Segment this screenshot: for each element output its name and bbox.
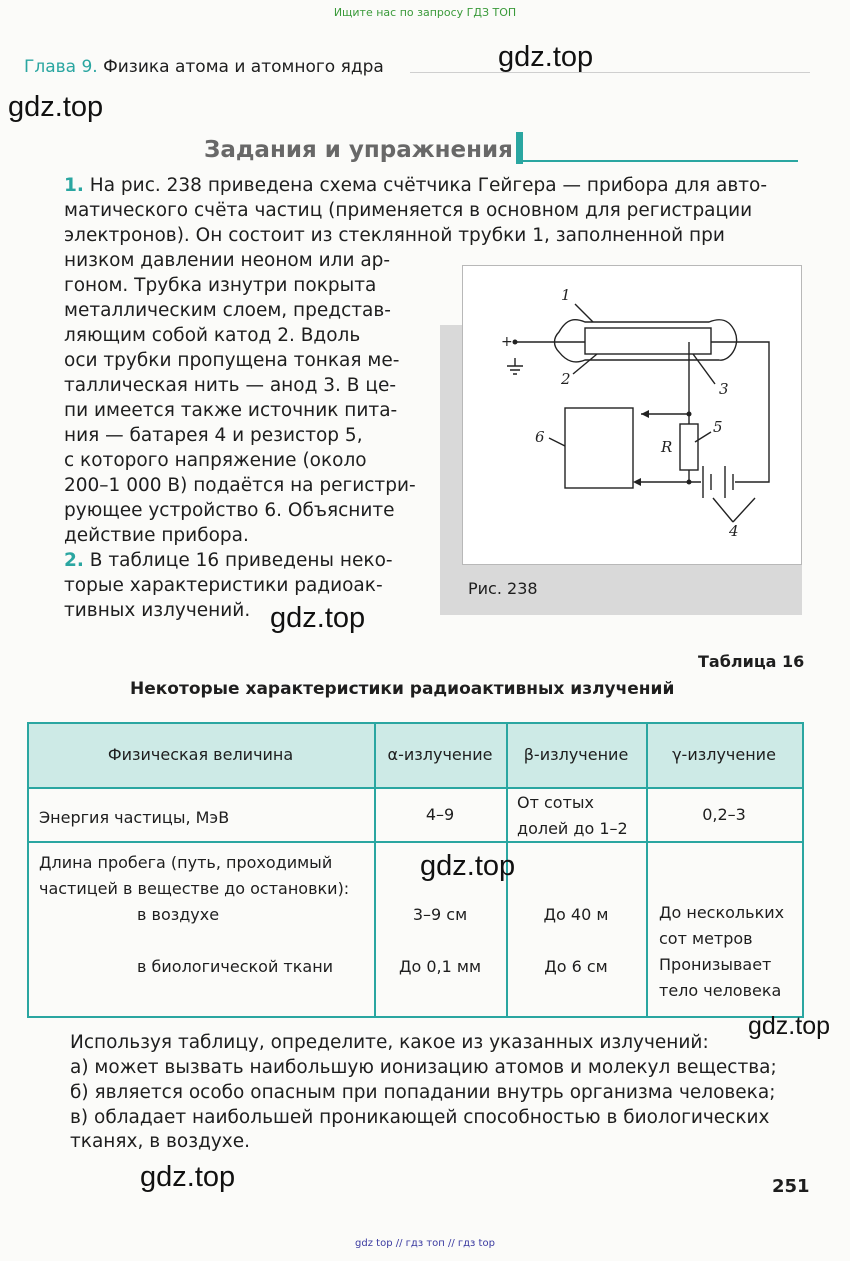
task-number: 2. <box>64 550 84 571</box>
recording-device <box>565 408 633 488</box>
task-line <box>64 548 393 574</box>
junction <box>687 412 692 417</box>
radiation-table <box>27 722 804 1018</box>
geiger-circuit-diagram <box>463 266 801 564</box>
label-6: 6 <box>535 428 545 446</box>
table-border <box>27 1016 804 1018</box>
chapter-title: Физика атома и атомного ядра <box>103 57 384 77</box>
table-cell: Пронизывает <box>659 955 772 974</box>
table-cell: долей до 1–2 <box>517 819 628 838</box>
table-cell: тело человека <box>659 981 782 1000</box>
table-cell: 4–9 <box>425 805 455 824</box>
figure-caption: Рис. 238 <box>468 579 538 598</box>
top-banner-note: Ищите нас по запросу ГДЗ ТОП <box>333 6 517 19</box>
table-cell: в биологической ткани <box>137 957 334 976</box>
task-text: На рис. 238 приведена схема счётчика Гейгера — прибора для авто- <box>89 175 768 196</box>
table-border <box>27 722 804 724</box>
leader-4 <box>713 498 755 522</box>
leader-3 <box>693 354 715 384</box>
table-cell: От сотых <box>517 793 595 812</box>
table-cell: в воздухе <box>137 905 220 924</box>
bottom-banner-note: gdz top // гдз топ // гдз top <box>355 1238 495 1249</box>
table-cell: Длина пробега (путь, проходимый <box>39 853 333 872</box>
page-number: 251 <box>772 1176 810 1197</box>
header-cell: γ-излучение <box>672 745 776 764</box>
label-5: 5 <box>713 418 723 436</box>
table-cell: До нескольких <box>659 903 785 922</box>
table-cell: 0,2–3 <box>702 805 746 824</box>
question-a: а) может вызвать наибольшую ионизацию атомов и молекул вещества; <box>70 1057 777 1078</box>
task-line: гоном. Трубка изнутри покрыта <box>64 275 377 296</box>
task-line <box>64 173 767 199</box>
table-title: Некоторые характеристики радиоактивных излучений <box>130 679 675 699</box>
table-cell: сот метров <box>659 929 753 948</box>
table-label: Таблица 16 <box>698 652 805 671</box>
geiger-counter-figure <box>462 265 802 565</box>
label-3: 3 <box>719 380 729 398</box>
task-line: электронов). Он состоит из стеклянной трубки 1, заполненной при <box>64 225 725 246</box>
task-line: ляющим собой катод 2. Вдоль <box>64 325 361 346</box>
table-cell: До 0,1 мм <box>398 957 482 976</box>
resistor <box>680 424 698 470</box>
task-line: 200–1 000 В) подаётся на регистри- <box>64 475 416 496</box>
label-r: R <box>661 438 673 456</box>
chapter-header <box>24 57 384 77</box>
section-title-underline <box>523 160 798 162</box>
task-text: В таблице 16 приведены неко- <box>89 550 393 571</box>
battery <box>703 466 733 498</box>
label-plus: + <box>501 334 513 350</box>
question-b: б) является особо опасным при попадании внутрь организма человека; <box>70 1082 776 1103</box>
task-line: низком давлении неоном или ар- <box>64 250 391 271</box>
question-c: в) обладает наибольшей проникающей способностью в биологических <box>70 1107 770 1128</box>
leader-6 <box>549 438 565 446</box>
arrow-head <box>641 410 649 418</box>
header-cell: α-излучение <box>387 745 493 764</box>
arrow-head <box>633 478 641 486</box>
table-border <box>27 841 804 843</box>
table-cell: До 6 см <box>544 957 608 976</box>
chapter-number: Глава 9. <box>24 57 98 77</box>
watermark: gdz.top <box>498 41 594 73</box>
glass-tube <box>555 320 737 362</box>
task-line: действие прибора. <box>64 525 249 546</box>
task-line: таллическая нить — анод 3. В це- <box>64 375 397 396</box>
question-intro: Используя таблицу, определите, какое из указанных излучений: <box>70 1032 709 1053</box>
junction <box>687 480 692 485</box>
table-cell: До 40 м <box>543 905 609 924</box>
header-cell: β-излучение <box>523 745 629 764</box>
table-cell: частицей в веществе до остановки): <box>39 879 350 898</box>
task-line: торые характеристики радиоак- <box>64 575 383 596</box>
task-number: 1. <box>64 175 84 196</box>
table-border <box>27 787 804 789</box>
task-line: металлическим слоем, представ- <box>64 300 391 321</box>
table-cell: 3–9 см <box>412 905 468 924</box>
cathode <box>585 328 711 354</box>
table-cell: Энергия частицы, МэВ <box>39 808 230 827</box>
task-line: тивных излучений. <box>64 600 251 621</box>
task-line: пи имеется также источник пита- <box>64 400 398 421</box>
table-border <box>802 722 804 1018</box>
watermark: gdz.top <box>270 602 366 634</box>
label-1: 1 <box>561 286 571 304</box>
watermark: gdz.top <box>140 1161 236 1193</box>
terminal <box>513 340 518 345</box>
label-4: 4 <box>729 522 739 540</box>
anode-wire <box>515 342 769 482</box>
watermark: gdz.top <box>420 850 516 882</box>
ground-symbol <box>507 358 523 374</box>
task-line: матического счёта частиц (применяется в основном для регистрации <box>64 200 753 221</box>
header-cell: Физическая величина <box>107 745 294 764</box>
watermark: gdz.top <box>748 1012 831 1040</box>
leader-2 <box>573 354 597 374</box>
label-2: 2 <box>561 370 571 388</box>
task-line: оси трубки пропущена тонкая ме- <box>64 350 400 371</box>
section-title: Задания и упражнения <box>204 137 513 163</box>
task-line: с которого напряжение (около <box>64 450 367 471</box>
watermark: gdz.top <box>8 91 104 123</box>
question-c-continued: тканях, в воздухе. <box>70 1131 251 1152</box>
chapter-divider <box>410 72 810 73</box>
section-title-accent <box>516 132 523 164</box>
task-line: рующее устройство 6. Объясните <box>64 500 395 521</box>
task-line: ния — батарея 4 и резистор 5, <box>64 425 363 446</box>
